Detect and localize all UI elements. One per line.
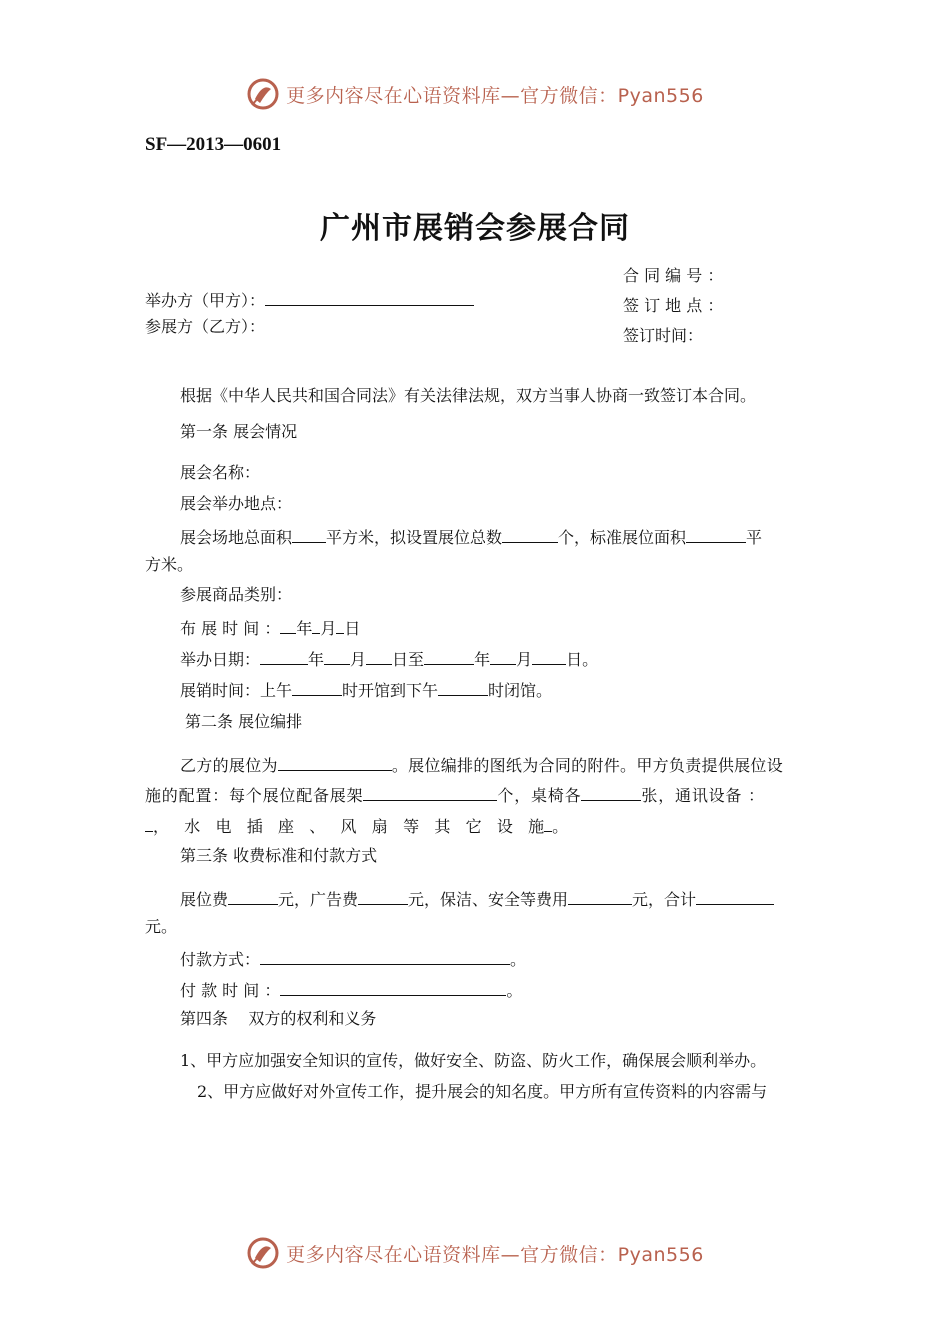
watermark-banner-top	[0, 70, 950, 118]
rack-count-blank	[363, 783, 497, 801]
hold-end-month-text: 月	[516, 650, 533, 669]
area-line	[180, 525, 762, 548]
config-text-a: 施的配置：每个展位配备展架	[145, 786, 364, 805]
close-text: 时闭馆。	[488, 681, 553, 700]
watermark-text: 更多内容尽在心语资料库—官方微信：Pyan556	[286, 84, 704, 107]
pay-method-line	[180, 947, 526, 970]
booth-count-blank	[502, 525, 558, 543]
fee-text-a: 展位费	[180, 890, 229, 909]
exhibitor-label: 参展方（乙方）：	[145, 317, 266, 336]
fee-text-b: 元，广告费	[278, 890, 359, 909]
desk-count-blank	[581, 783, 641, 801]
organizer-line	[145, 288, 474, 311]
pay-time-blank	[280, 978, 506, 996]
hold-start-year-blank	[260, 647, 308, 665]
contract-number-label: 合 同 编 号 ：	[623, 266, 724, 285]
area-text-d: 平	[746, 528, 763, 547]
setup-month-text: 月	[320, 619, 337, 638]
config-line	[145, 783, 765, 806]
pay-time-line	[180, 978, 522, 1001]
area-text-c: 个，标准展位面积	[558, 528, 687, 547]
intro-paragraph: 根据《中华人民共和国合同法》有关法律法规，双方当事人协商一致签订本合同。	[180, 386, 757, 405]
utilities-blank	[544, 814, 552, 832]
hold-end-year-blank	[424, 647, 474, 665]
area-text-e: 方米。	[145, 555, 194, 574]
area-text-b: 平方米，拟设置展位总数	[326, 528, 503, 547]
fee-text-c: 元，保洁、安全等费用	[408, 890, 569, 909]
hold-start-day-blank	[366, 647, 392, 665]
pay-time-label: 付 款 时 间 ：	[180, 981, 281, 1000]
open-hour-blank	[292, 678, 342, 696]
close-hour-blank	[438, 678, 488, 696]
article1-heading: 第一条 展会情况	[180, 422, 298, 441]
hold-start-year-text: 年	[308, 650, 325, 669]
expo-name-label: 展会名称：	[180, 463, 261, 482]
config-text-b: 个，桌椅各	[497, 786, 582, 805]
pay-method-label: 付款方式：	[180, 950, 261, 969]
hold-date-line	[180, 647, 598, 670]
booth-line	[180, 753, 783, 776]
booth-fee-blank	[228, 887, 278, 905]
ad-fee-blank	[358, 887, 408, 905]
total-area-blank	[292, 525, 326, 543]
page-title: 广州市展销会参展合同	[320, 211, 630, 246]
setup-time-line	[180, 616, 360, 639]
open-text: 时开馆到下午	[342, 681, 439, 700]
article4-heading: 第四条 双方的权利和义务	[180, 1009, 377, 1028]
organizer-blank	[265, 288, 474, 306]
booth-area-blank	[686, 525, 746, 543]
hold-start-month-text: 月	[350, 650, 367, 669]
hold-to-text: 日至	[392, 650, 425, 669]
booth-text-a: 乙方的展位为	[180, 756, 278, 775]
config-text-c: 张，通讯设备 ：	[641, 786, 765, 805]
watermark-text-bottom: 更多内容尽在心语资料库—官方微信：Pyan556	[286, 1243, 704, 1266]
config-text-d: ， 水 电 插 座 、 风 扇 等 其 它 设 施	[153, 817, 545, 836]
config-text-e: 。	[552, 817, 569, 836]
booth-text-b: 。展位编排的图纸为合同的附件。甲方负责提供展位设	[391, 756, 784, 775]
setup-year-text: 年	[296, 619, 313, 638]
pay-method-blank	[260, 947, 510, 965]
hold-end-month-blank	[490, 647, 516, 665]
hold-end-day-text: 日。	[566, 650, 599, 669]
setup-day-text: 日	[344, 619, 361, 638]
article3-heading: 第三条 收费标准和付款方式	[180, 846, 378, 865]
setup-year-blank	[280, 616, 296, 634]
fee-text-d: 元，合计	[632, 890, 697, 909]
sign-place-label: 签 订 地 点 ：	[623, 296, 724, 315]
watermark-banner-bottom	[0, 1229, 950, 1277]
hold-start-month-blank	[324, 647, 350, 665]
sale-time-label: 展销时间：上午	[180, 681, 293, 700]
config-line-2	[145, 814, 568, 837]
hold-date-label: 举办日期：	[180, 650, 261, 669]
watermark-logo-icon	[246, 77, 280, 111]
setup-time-label: 布 展 时 间 ：	[180, 619, 281, 638]
organizer-label: 举办方（甲方）：	[145, 291, 266, 310]
article4-item1: 1、甲方应加强安全知识的宣传，做好安全、防盗、防火工作，确保展会顺利举办。	[180, 1051, 767, 1070]
watermark-logo-icon-bottom	[246, 1236, 280, 1270]
pay-method-period: 。	[510, 950, 527, 969]
expo-venue-label: 展会举办地点：	[180, 494, 293, 513]
service-fee-blank	[568, 887, 632, 905]
sale-time-line	[180, 678, 552, 701]
area-text-a: 展会场地总面积	[180, 528, 293, 547]
article2-heading: 第二条 展位编排	[185, 712, 303, 731]
total-fee-blank	[696, 887, 774, 905]
category-label: 参展商品类别：	[180, 585, 293, 604]
sign-time-label: 签订时间：	[623, 326, 704, 345]
pay-time-period: 。	[506, 981, 523, 1000]
document-code: SF—2013—0601	[145, 134, 282, 155]
telecom-blank	[145, 814, 153, 832]
fee-text-e: 元。	[145, 917, 178, 936]
hold-end-year-text: 年	[474, 650, 491, 669]
article4-item2: 2、甲方应做好对外宣传工作，提升展会的知名度。甲方所有宣传资料的内容需与	[197, 1082, 768, 1101]
hold-end-day-blank	[532, 647, 566, 665]
booth-number-blank	[278, 753, 392, 771]
fee-line	[180, 887, 774, 910]
